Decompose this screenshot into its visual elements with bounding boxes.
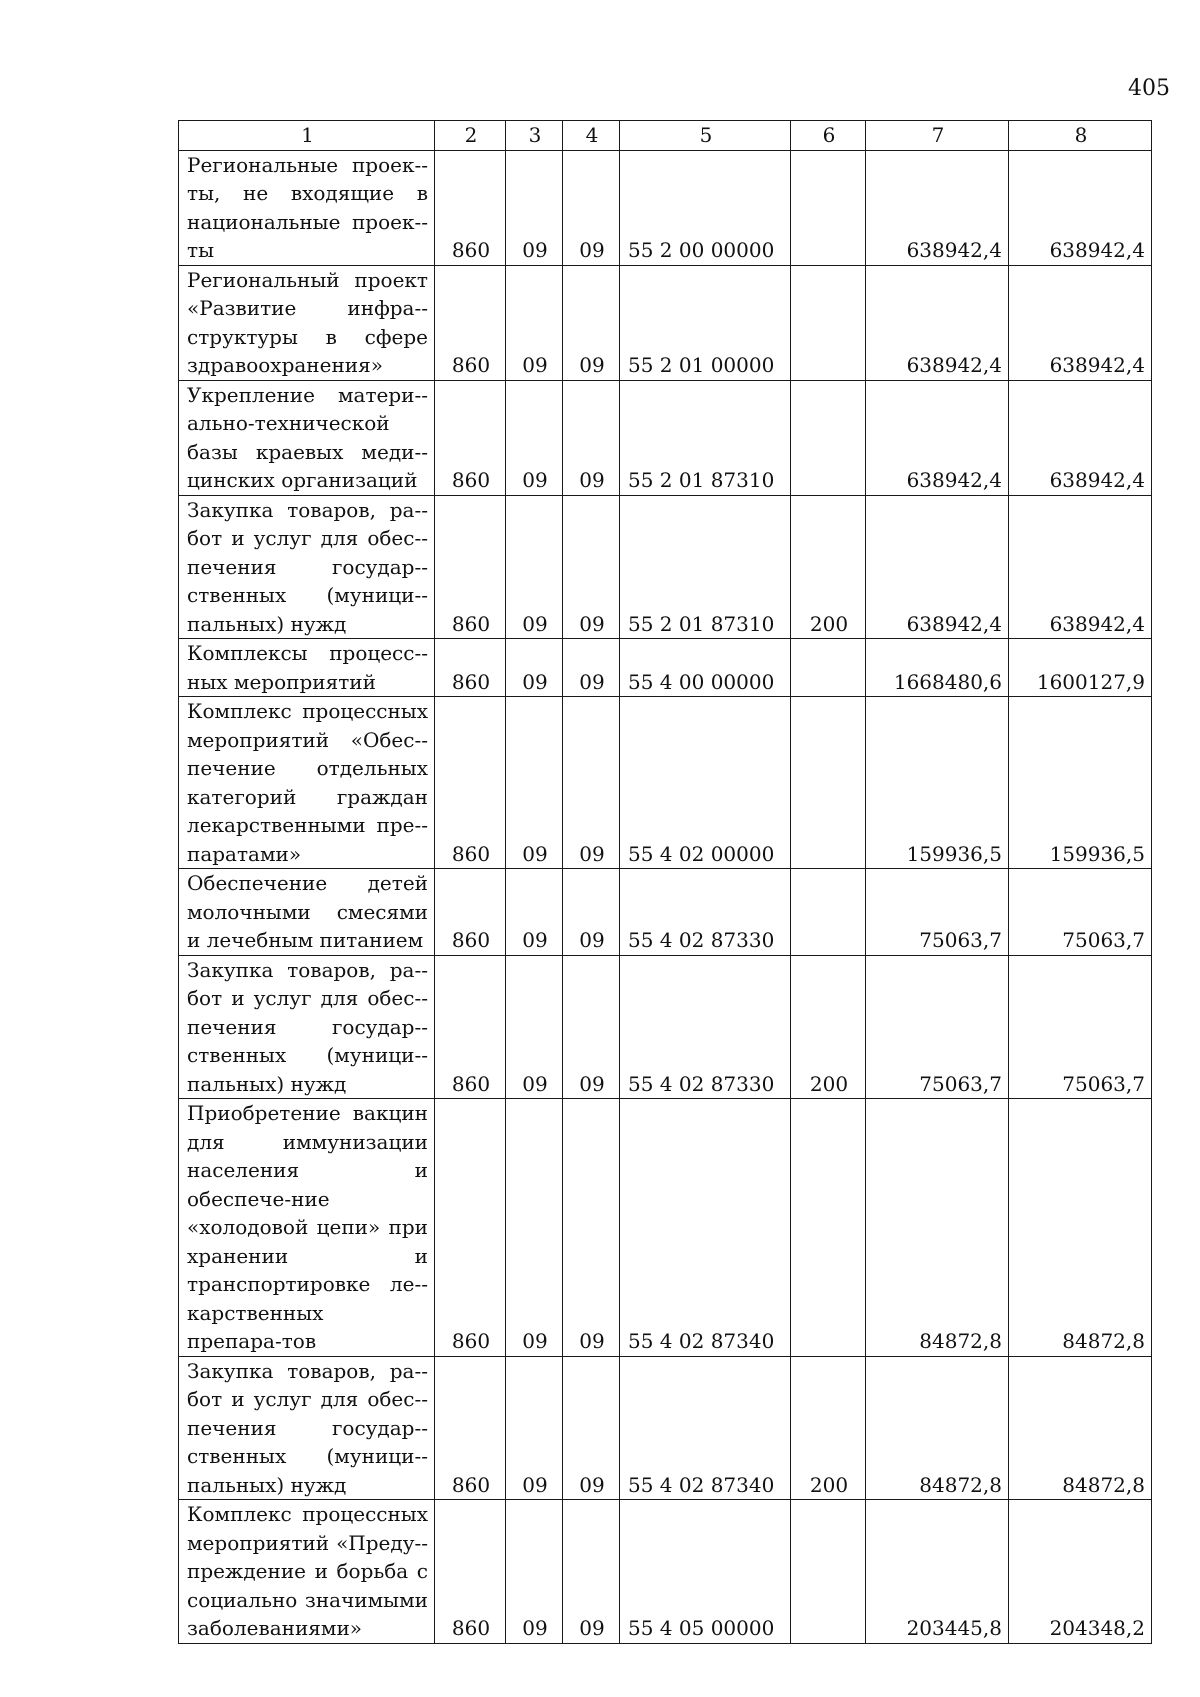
- row-amount-year1-cell: 84872,8: [866, 1099, 1009, 1357]
- row-section-cell: 09: [506, 1500, 563, 1644]
- row-name-cell: Закупка товаров, ра-бот и услуг для обес-печения государ-ственных (муници-пальных) нужд: [179, 1356, 435, 1500]
- header-cell-8: 8: [1009, 121, 1152, 151]
- row-name-cell: Укрепление матери-ально-технической базы краевых меди-цинских организаций: [179, 380, 435, 495]
- header-cell-5: 5: [620, 121, 791, 151]
- row-name-cell: Закупка товаров, ра-бот и услуг для обес-печения государ-ственных (муници-пальных) нужд: [179, 495, 435, 639]
- row-ministry-code-cell: 860: [435, 955, 506, 1099]
- row-ministry-code-cell: 860: [435, 495, 506, 639]
- row-target-article-cell: 55 4 05 00000: [620, 1500, 791, 1644]
- row-target-article-cell: 55 4 02 87330: [620, 955, 791, 1099]
- row-amount-year2-cell: 159936,5: [1009, 697, 1152, 869]
- row-amount-year1-cell: 75063,7: [866, 955, 1009, 1099]
- row-subsection-cell: 09: [563, 869, 620, 956]
- table-row: [179, 1356, 1152, 1500]
- row-name-cell: Комплекс процессных мероприятий «Преду-преждение и борьба с социально значимыми заболеваниями»: [179, 1500, 435, 1644]
- row-expense-type-cell: [791, 150, 866, 265]
- row-amount-year2-cell: 638942,4: [1009, 265, 1152, 380]
- header-cell-7: 7: [866, 121, 1009, 151]
- row-expense-type-cell: [791, 697, 866, 869]
- row-section-cell: 09: [506, 639, 563, 697]
- row-ministry-code-cell: 860: [435, 265, 506, 380]
- header-cell-4: 4: [563, 121, 620, 151]
- row-amount-year1-cell: 638942,4: [866, 380, 1009, 495]
- row-section-cell: 09: [506, 265, 563, 380]
- row-expense-type-cell: 200: [791, 1356, 866, 1500]
- row-section-cell: 09: [506, 380, 563, 495]
- row-section-cell: 09: [506, 150, 563, 265]
- row-expense-type-cell: 200: [791, 955, 866, 1099]
- row-ministry-code-cell: 860: [435, 1500, 506, 1644]
- budget-table: [178, 120, 1152, 1644]
- row-ministry-code-cell: 860: [435, 869, 506, 956]
- header-cell-3: 3: [506, 121, 563, 151]
- row-target-article-cell: 55 4 00 00000: [620, 639, 791, 697]
- header-row: [179, 121, 1152, 151]
- row-expense-type-cell: [791, 639, 866, 697]
- table-header: [179, 121, 1152, 151]
- row-target-article-cell: 55 2 01 87310: [620, 495, 791, 639]
- row-name-cell: Закупка товаров, ра-бот и услуг для обес-печения государ-ственных (муници-пальных) нужд: [179, 955, 435, 1099]
- row-expense-type-cell: [791, 869, 866, 956]
- row-ministry-code-cell: 860: [435, 1356, 506, 1500]
- row-subsection-cell: 09: [563, 697, 620, 869]
- row-amount-year1-cell: 75063,7: [866, 869, 1009, 956]
- row-section-cell: 09: [506, 697, 563, 869]
- table-row: [179, 495, 1152, 639]
- row-amount-year1-cell: 638942,4: [866, 265, 1009, 380]
- row-amount-year2-cell: 638942,4: [1009, 380, 1152, 495]
- row-ministry-code-cell: 860: [435, 639, 506, 697]
- row-name-cell: Комплексы процесс-ных мероприятий: [179, 639, 435, 697]
- header-cell-2: 2: [435, 121, 506, 151]
- row-amount-year2-cell: 75063,7: [1009, 955, 1152, 1099]
- table-row: [179, 1099, 1152, 1357]
- row-subsection-cell: 09: [563, 1356, 620, 1500]
- row-amount-year2-cell: 1600127,9: [1009, 639, 1152, 697]
- row-target-article-cell: 55 4 02 00000: [620, 697, 791, 869]
- row-target-article-cell: 55 4 02 87330: [620, 869, 791, 956]
- header-cell-6: 6: [791, 121, 866, 151]
- row-amount-year2-cell: 84872,8: [1009, 1356, 1152, 1500]
- row-ministry-code-cell: 860: [435, 380, 506, 495]
- row-name-cell: Региональные проек-ты, не входящие в национальные проек-ты: [179, 150, 435, 265]
- row-target-article-cell: 55 4 02 87340: [620, 1099, 791, 1357]
- row-amount-year2-cell: 84872,8: [1009, 1099, 1152, 1357]
- table-body: [179, 150, 1152, 1643]
- row-section-cell: 09: [506, 1099, 563, 1357]
- page-number: 405: [1128, 76, 1170, 101]
- row-ministry-code-cell: 860: [435, 697, 506, 869]
- row-target-article-cell: 55 4 02 87340: [620, 1356, 791, 1500]
- row-name-cell: Обеспечение детей молочными смесями и лечебным питанием: [179, 869, 435, 956]
- row-name-cell: Приобретение вакцин для иммунизации населения и обеспече-ние «холодовой цепи» при хранении и транспортировке ле-карственных препара-тов: [179, 1099, 435, 1357]
- row-ministry-code-cell: 860: [435, 150, 506, 265]
- row-amount-year1-cell: 203445,8: [866, 1500, 1009, 1644]
- row-amount-year2-cell: 638942,4: [1009, 150, 1152, 265]
- row-subsection-cell: 09: [563, 1500, 620, 1644]
- row-target-article-cell: 55 2 01 87310: [620, 380, 791, 495]
- row-section-cell: 09: [506, 869, 563, 956]
- row-amount-year1-cell: 638942,4: [866, 495, 1009, 639]
- row-subsection-cell: 09: [563, 265, 620, 380]
- row-expense-type-cell: [791, 1500, 866, 1644]
- row-ministry-code-cell: 860: [435, 1099, 506, 1357]
- row-subsection-cell: 09: [563, 955, 620, 1099]
- row-target-article-cell: 55 2 01 00000: [620, 265, 791, 380]
- row-section-cell: 09: [506, 1356, 563, 1500]
- table-row: [179, 639, 1152, 697]
- header-cell-1: 1: [179, 121, 435, 151]
- row-subsection-cell: 09: [563, 1099, 620, 1357]
- row-section-cell: 09: [506, 495, 563, 639]
- row-amount-year2-cell: 75063,7: [1009, 869, 1152, 956]
- row-amount-year1-cell: 1668480,6: [866, 639, 1009, 697]
- table-row: [179, 697, 1152, 869]
- row-subsection-cell: 09: [563, 150, 620, 265]
- table-row: [179, 380, 1152, 495]
- row-subsection-cell: 09: [563, 380, 620, 495]
- row-amount-year1-cell: 159936,5: [866, 697, 1009, 869]
- row-expense-type-cell: 200: [791, 495, 866, 639]
- row-expense-type-cell: [791, 380, 866, 495]
- row-expense-type-cell: [791, 1099, 866, 1357]
- row-name-cell: Комплекс процессных мероприятий «Обес-печение отдельных категорий граждан лекарственными пре-паратами»: [179, 697, 435, 869]
- row-amount-year2-cell: 204348,2: [1009, 1500, 1152, 1644]
- row-amount-year1-cell: 638942,4: [866, 150, 1009, 265]
- row-amount-year1-cell: 84872,8: [866, 1356, 1009, 1500]
- row-subsection-cell: 09: [563, 495, 620, 639]
- row-subsection-cell: 09: [563, 639, 620, 697]
- table-row: [179, 265, 1152, 380]
- row-expense-type-cell: [791, 265, 866, 380]
- table-row: [179, 955, 1152, 1099]
- table-row: [179, 869, 1152, 956]
- row-name-cell: Региональный проект «Развитие инфра-структуры в сфере здравоохранения»: [179, 265, 435, 380]
- row-target-article-cell: 55 2 00 00000: [620, 150, 791, 265]
- table-row: [179, 150, 1152, 265]
- row-section-cell: 09: [506, 955, 563, 1099]
- row-amount-year2-cell: 638942,4: [1009, 495, 1152, 639]
- table-row: [179, 1500, 1152, 1644]
